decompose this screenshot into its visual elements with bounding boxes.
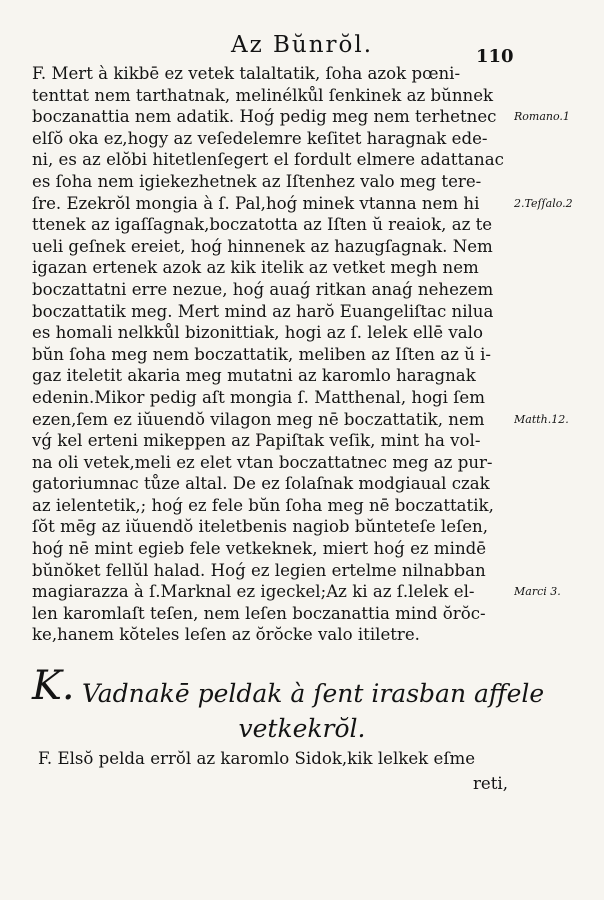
text-line: na oli vetek,meli ez elet vtan boczattatnec meg az pur- <box>32 452 493 472</box>
text-line: magiarazza à ſ.Marknal ez igeckel;Az ki az ſ.lelek el- <box>32 582 475 602</box>
text-line: ni, es az elŏbi hitetlenſegert el fordult elmere adattanac <box>32 150 504 170</box>
text-line: ke,hanem kŏteles leſen az ŏrŏcke valo itiletre. <box>32 625 420 645</box>
closing-paragraph: F. Elsŏ pelda errŏl az karomlo Sidok,kik lelkek eſme <box>38 749 476 768</box>
section-heading-line: vetkekrŏl. <box>238 714 366 743</box>
text-line: es ſoha nem igiekezhetnek az Iſtenhez valo meg tere- <box>32 171 482 191</box>
margin-note: 2.Teſſalo.2 <box>514 196 573 210</box>
text-line: edenin.Mikor pedig aſt mongia ſ. Matthenal, hogi ſem <box>32 387 485 407</box>
running-head: Az Bŭnrŏl. <box>230 32 374 58</box>
text-line: elſŏ oka ez,hogy az veſedelemre keſitet haragnak ede- <box>32 128 488 148</box>
text-line: igazan ertenek azok az kik itelik az vetket megh nem <box>32 258 479 278</box>
text-line: bŭnŏket fellŭl halad. Hoǵ ez legien ertelme nilnabban <box>32 560 486 580</box>
main-paragraph <box>32 63 512 646</box>
margin-note: Romano.1 <box>514 110 570 124</box>
text-line: len karomlaſt teſen, nem leſen boczanattia mind ŏrŏc- <box>32 603 486 623</box>
text-line: bŭn ſoha meg nem boczattatik, meliben az Iſten az ŭ i- <box>32 344 491 364</box>
catchword: reti, <box>472 774 508 793</box>
text-line: ezen,ſem ez iŭuendŏ vilagon meg nē boczattatik, nem <box>32 409 485 429</box>
text-line: tenttat nem tarthatnak, melinélkůl ſenkinek az bŭnnek <box>32 85 494 105</box>
section-heading <box>82 676 545 746</box>
text-line: boczattatni erre nezue, hoǵ auaǵ ritkan anaǵ nehezem <box>32 279 494 299</box>
text-line: ſŏt mēg az iŭuendŏ iteletbenis nagiob bŭnteteſe leſen, <box>32 517 488 537</box>
text-line: vǵ kel erteni mikeppen az Papiſtak veſik, mint ha vol- <box>32 431 481 451</box>
section-letter: K. <box>32 663 75 709</box>
text-line: es homali nelkkůl bizonittiak, hogi az ſ. lelek ellē valo <box>32 323 483 343</box>
text-line: hoǵ nē mint egieb fele vetkeknek, miert hoǵ ez mindē <box>32 539 487 559</box>
text-line: boczattatik meg. Mert mind az harŏ Euangeliſtac nilua <box>32 301 494 321</box>
section-heading-line: Vadnakē peldak à ſent irasban affele <box>82 679 545 708</box>
text-line: az ielentetik,; hoǵ ez fele bŭn ſoha meg nē boczattatik, <box>32 495 494 515</box>
text-line: ſre. Ezekrŏl mongia à ſ. Pal,hoǵ minek vtanna nem hi <box>32 193 480 213</box>
text-line: ueli geſnek ereiet, hoǵ hinnenek az hazugſagnak. Nem <box>32 236 493 256</box>
text-line: gaz iteletit akaria meg mutatni az karomlo haragnak <box>32 366 476 386</box>
text-line: F. Mert à kikbē ez vetek talaltatik, ſoha azok pœni- <box>32 64 461 83</box>
margin-note: Marci 3. <box>514 585 561 599</box>
text-line: gatoriumnac tůze altal. De ez ſolaſnak modgiaual czak <box>32 474 490 494</box>
margin-note: Matth.12. <box>514 412 569 426</box>
text-line: boczanattia nem adatik. Hoǵ pedig meg nem terhetnec <box>32 107 497 127</box>
page-number: 110 <box>476 46 514 67</box>
text-line: ttenek az igaſſagnak,boczatotta az Iſten ŭ reaiok, az te <box>32 215 493 235</box>
